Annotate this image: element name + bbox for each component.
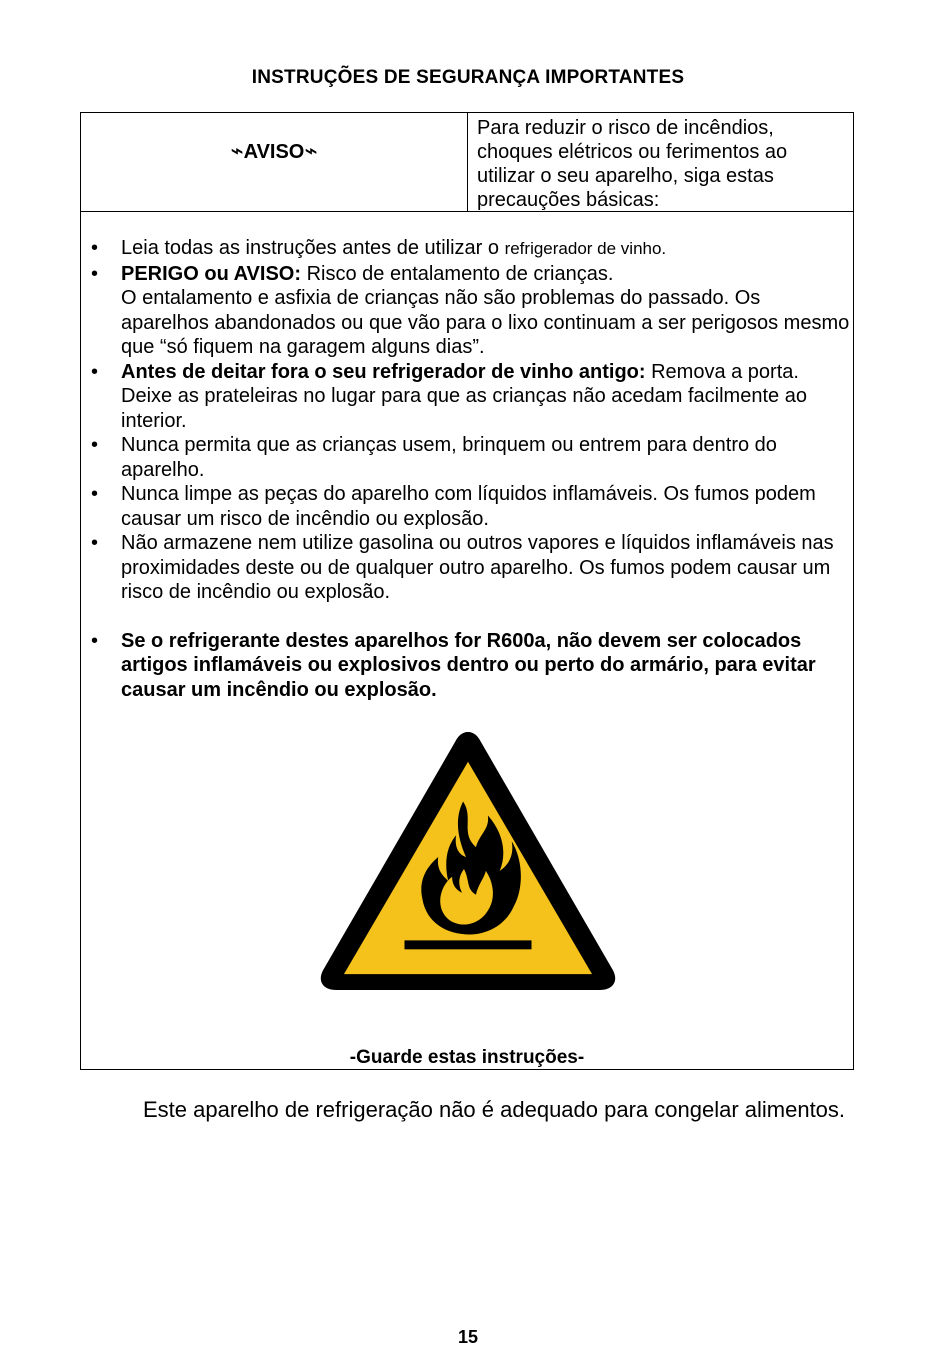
- warning-label-cell: [81, 113, 468, 211]
- item-text-continued: O entalamento e asfixia de crianças não são problemas do passado. Os aparelhos abandonados ou que vão para o lixo continuam a ser perigosos mesmo que “só fiquem na garagem alguns dias”.: [121, 287, 850, 358]
- item-text-small: refrigerador de vinho.: [504, 239, 667, 258]
- warning-label-text: AVISO: [243, 141, 305, 163]
- item-text: Remova a porta. Deixe as prateleiras no lugar para que as crianças não acedam facilmente ao interior.: [121, 360, 807, 432]
- item-bold: PERIGO ou AVISO:: [121, 262, 302, 285]
- warning-label: [81, 138, 467, 164]
- safety-box: [80, 112, 854, 1070]
- list-item: [91, 236, 851, 262]
- lightning-bolt-icon: ⌁: [304, 138, 318, 163]
- item-text: Não armazene nem utilize gasolina ou outros vapores e líquidos inflamáveis nas proximidades deste ou de qualquer outro aparelho. Os fumos podem causar um risco de incêndio ou explosão.: [121, 532, 834, 603]
- item-text: Nunca limpe as peças do aparelho com líquidos inflamáveis. Os fumos podem causar um risco de incêndio ou explosão.: [121, 483, 816, 530]
- item-text: Leia todas as instruções antes de utilizar o: [121, 237, 505, 259]
- item-text: Risco de entalamento de crianças.: [301, 262, 614, 285]
- list-item: [91, 433, 851, 482]
- footer-note: -Guarde estas instruções-: [349, 1047, 585, 1068]
- list-item: [91, 360, 851, 434]
- safety-list: [91, 236, 851, 702]
- warning-intro: Para reduzir o risco de incêndios, choques elétricos ou ferimentos ao utilizar o seu aparelho, siga estas precauções básicas:: [477, 117, 788, 211]
- page-number: 15: [457, 1327, 479, 1347]
- warning-header: [81, 113, 853, 212]
- flammable-warning-icon: [319, 730, 617, 992]
- item-text: Nunca permita que as crianças usem, brinquem ou entrem para dentro do aparelho.: [121, 434, 777, 481]
- bottom-note: Este aparelho de refrigeração não é adequado para congelar alimentos.: [143, 1097, 846, 1122]
- item-bold: Se o refrigerante destes aparelhos for R600a, não devem ser colocados artigos inflamáveis ou explosivos dentro ou perto do armário, para evitar causar um incêndio ou explosão.: [121, 629, 816, 701]
- list-item: [91, 482, 851, 531]
- lightning-bolt-icon: ⌁: [230, 138, 244, 163]
- list-item: [91, 531, 851, 605]
- item-bold: Antes de deitar fora o seu refrigerador de vinho antigo:: [121, 360, 646, 383]
- page-title: INSTRUÇÕES DE SEGURANÇA IMPORTANTES: [251, 67, 685, 88]
- list-item: [91, 262, 851, 360]
- list-item: [91, 629, 851, 703]
